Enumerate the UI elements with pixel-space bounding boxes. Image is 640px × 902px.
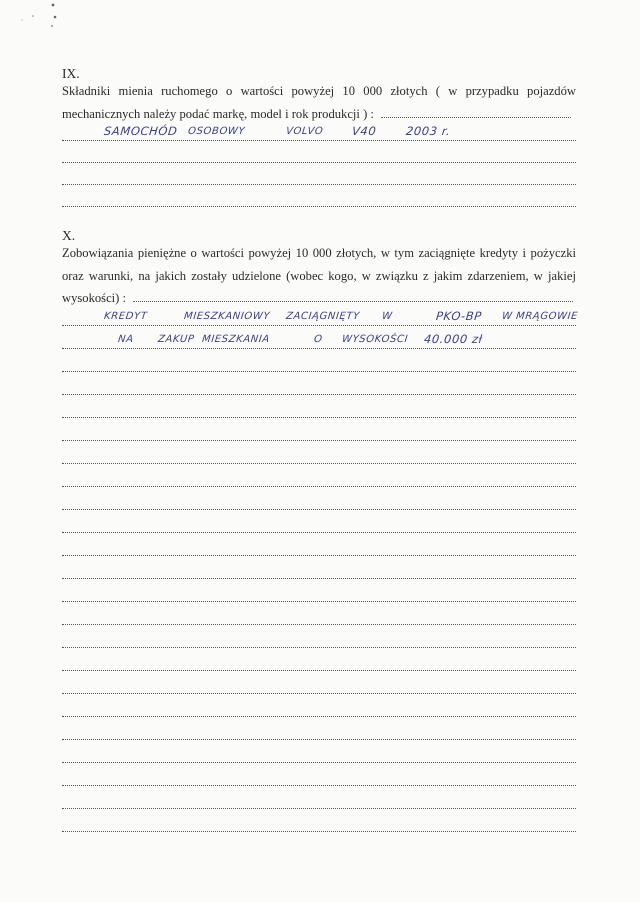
dotted-line bbox=[62, 440, 576, 441]
section-x-text-line3-label: wysokości) : bbox=[62, 291, 127, 305]
dotted-line bbox=[62, 739, 576, 740]
section-ix-text-line2 bbox=[62, 106, 576, 122]
dotted-line bbox=[62, 509, 576, 510]
section-x-text-line1: Zobowiązania pieniężne o wartości powyżej 10 000 złotych, w tym zaciągnięte kredyty i pożyczki bbox=[62, 246, 576, 260]
handwritten-loan-word12: WYSOKOŚCI bbox=[341, 334, 409, 345]
dotted-line bbox=[62, 762, 576, 763]
handwritten-loan-word2: MIESZKANIOWY bbox=[183, 311, 271, 322]
dotted-line bbox=[62, 647, 576, 648]
handwritten-loan-word1: KREDYT bbox=[103, 311, 148, 322]
section-x-text-line2: oraz warunki, na jakich zostały udzielone (wobec kogo, w związku z jakim zdarzeniem, w jakiej bbox=[62, 269, 576, 283]
dotted-line bbox=[62, 371, 576, 372]
handwritten-loan-amount: 40.000 zł bbox=[423, 332, 484, 346]
dotted-line bbox=[62, 140, 576, 141]
handwritten-loan-city: MRĄGOWIE bbox=[515, 311, 579, 322]
dotted-line bbox=[62, 555, 576, 556]
handwritten-vehicle-model: V40 bbox=[351, 124, 378, 138]
dotted-line bbox=[62, 184, 576, 185]
dotted-line bbox=[62, 162, 576, 163]
dotted-line bbox=[62, 463, 576, 464]
handwritten-loan-word10: MIESZKANIA bbox=[201, 334, 271, 345]
dotted-line bbox=[62, 394, 576, 395]
handwritten-vehicle-year: 2003 r. bbox=[405, 124, 452, 138]
handwritten-vehicle-make: VOLVO bbox=[285, 126, 324, 137]
handwritten-loan-word3: ZACIĄGNIĘTY bbox=[285, 311, 361, 322]
handwritten-loan-word4: W bbox=[381, 311, 394, 322]
section-ix-heading: IX. bbox=[62, 66, 80, 81]
dotted-fill bbox=[133, 301, 573, 302]
section-x-heading: X. bbox=[62, 228, 76, 243]
section-ix-text-line1: Składniki mienia ruchomego o wartości powyżej 10 000 złotych ( w przypadku pojazdów bbox=[62, 84, 576, 98]
handwritten-loan-word9: ZAKUP bbox=[157, 334, 196, 345]
section-ix-text-line2-label: mechanicznych należy podać markę, model i rok produkcji ) : bbox=[62, 107, 374, 121]
handwritten-loan-bank: PKO-BP bbox=[435, 309, 483, 323]
dotted-line bbox=[62, 831, 576, 832]
dotted-line bbox=[62, 578, 576, 579]
dotted-line bbox=[62, 325, 576, 326]
dotted-line bbox=[62, 348, 576, 349]
dotted-line bbox=[62, 785, 576, 786]
dotted-line bbox=[62, 417, 576, 418]
section-x-text-line3 bbox=[62, 290, 576, 306]
handwritten-loan-word8: NA bbox=[117, 334, 135, 345]
dotted-line bbox=[62, 486, 576, 487]
dotted-line bbox=[62, 532, 576, 533]
handwritten-loan-word6: W bbox=[501, 311, 514, 322]
handwritten-loan-word11: O bbox=[313, 334, 324, 345]
dotted-line bbox=[62, 670, 576, 671]
dotted-line bbox=[62, 693, 576, 694]
dotted-line bbox=[62, 808, 576, 809]
dotted-fill bbox=[381, 117, 571, 118]
dotted-line bbox=[62, 601, 576, 602]
dotted-line bbox=[62, 624, 576, 625]
dotted-line bbox=[62, 206, 576, 207]
dotted-line bbox=[62, 716, 576, 717]
handwritten-vehicle-type: SAMOCHÓD bbox=[103, 124, 179, 138]
handwritten-vehicle-category: OSOBOWY bbox=[187, 126, 246, 137]
scan-specks bbox=[0, 0, 640, 60]
